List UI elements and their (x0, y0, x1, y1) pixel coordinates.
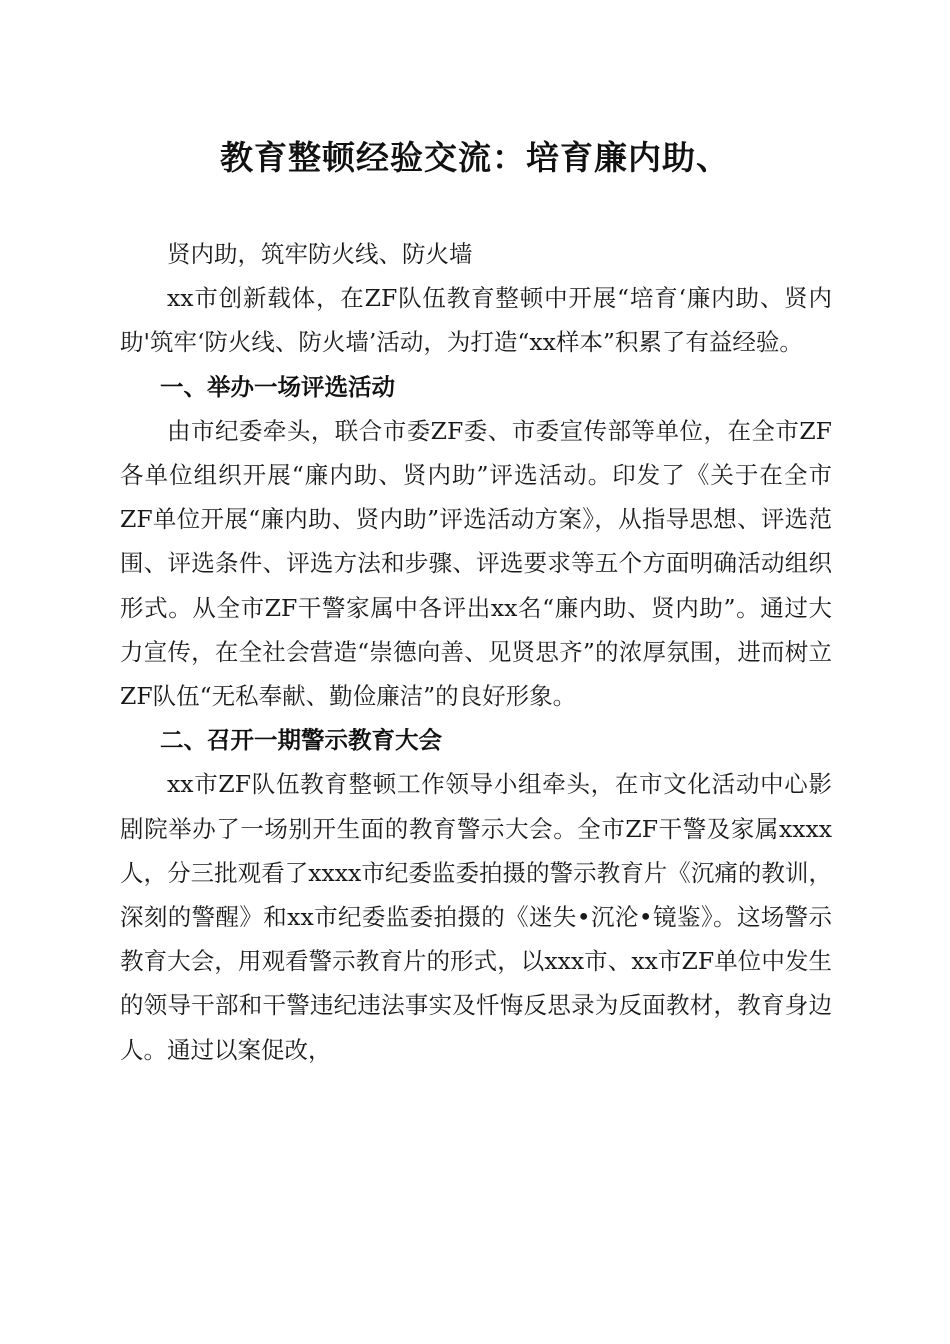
section-heading-2: 二、召开一期警示教育大会 (160, 726, 442, 755)
section-body-2: xx市ZF队伍教育整顿工作领导小组牵头，在市文化活动中心影剧院举办了一场别开生面的教育警示大会。全市ZF干警及家属xxxx人，分三批观看了xxxx市纪委监委拍摄的警示教育片《沉痛的教训，深刻的警醒》和xx市纪委监委拍摄的《迷失•沉沦•镜鉴》。这场警示教育大会，用观看警示教育片的形式，以xxx市、xx市ZF单位中发生的领导干部和干警违纪违法事实及忏悔反思录为反面教材，教育身边人。通过以案促改， (120, 770, 832, 1064)
section-body-1: 由市纪委牵头，联合市委ZF委、市委宣传部等单位，在全市ZF各单位组织开展“廉内助、贤内助”评选活动。印发了《关于在全市ZF单位开展“廉内助、贤内助”评选活动方案》，从指导思想、评选范围、评选条件、评选方法和步骤、评选要求等五个方面明确活动组织形式。从全市ZF干警家属中各评出xx名“廉内助、贤内助”。通过大力宣传，在全社会营造“崇德向善、见贤思齐”的浓厚氛围，进而树立ZF队伍“无私奉献、勤俭廉洁”的良好形象。 (120, 416, 832, 711)
document-body (120, 232, 832, 1072)
document-title: 教育整顿经验交流：培育廉内助、 (220, 138, 730, 177)
subtitle-line: 贤内助，筑牢防火线、防火墙 (167, 240, 473, 268)
intro-paragraph: xx市创新载体，在ZF队伍教育整顿中开展“培育‘廉内助、贤内助'筑牢‘防火线、防火墙’活动，为打造“xx样本”积累了有益经验。 (120, 284, 832, 357)
section-heading-1: 一、举办一场评选活动 (160, 372, 395, 401)
